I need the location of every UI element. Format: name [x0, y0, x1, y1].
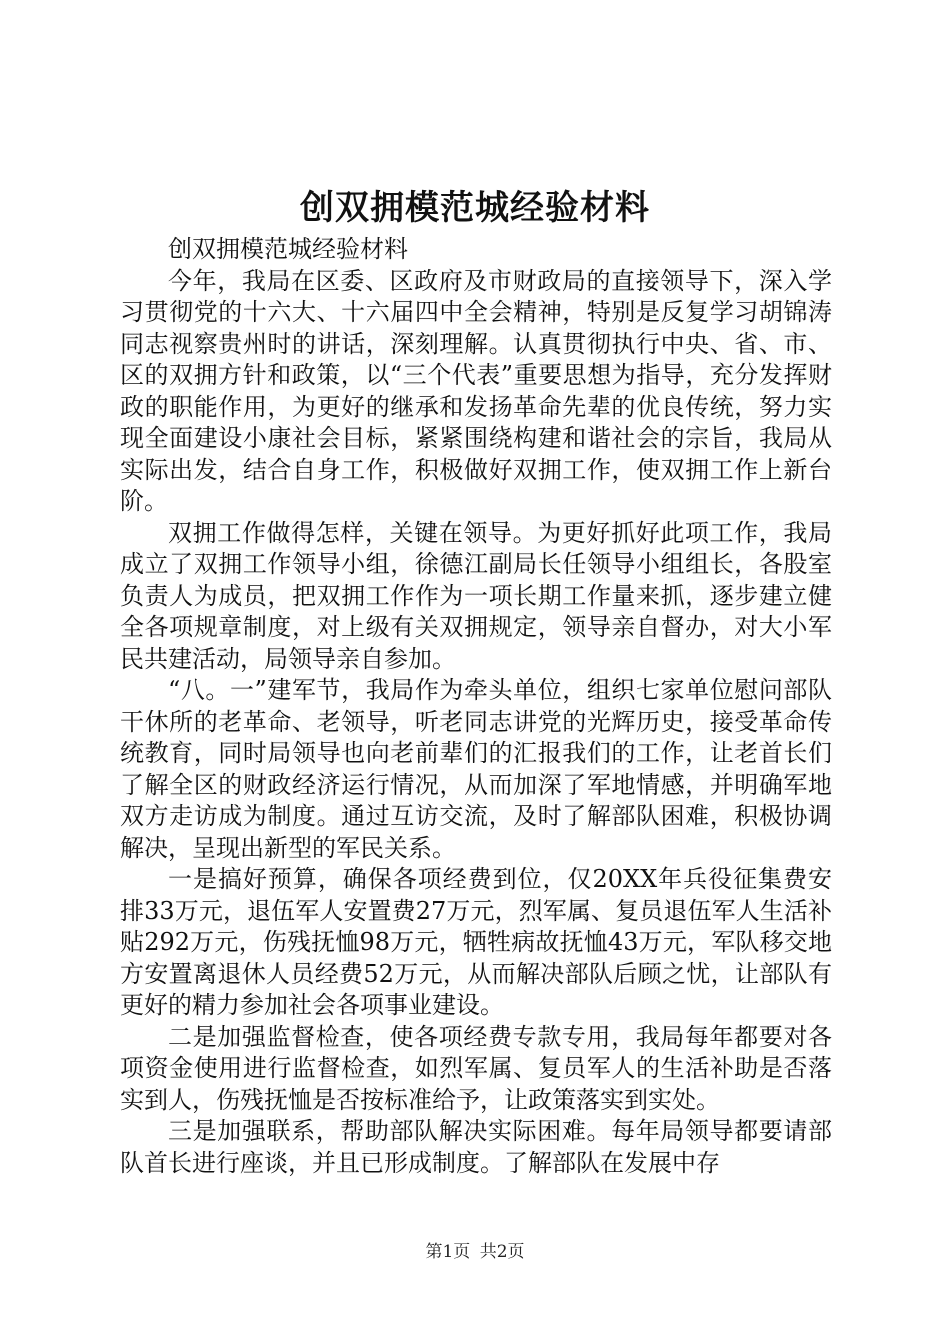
page-number-total: 共2页	[479, 1242, 525, 1262]
paragraph: 一是搞好预算，确保各项经费到位，仅20XX年兵役征集费安排33万元，退伍军人安置费27万元，烈军属、复员退伍军人生活补贴292万元，伤残抚恤98万元，牺牲病故抚恤43万元，军队移交地方安置离退休人员经费52万元，从而解决部队后顾之忧，让部队有更好的精力参加社会各项事业建设。	[120, 865, 832, 1019]
paragraph-subtitle: 创双拥模范城经验材料	[168, 235, 408, 263]
document-body	[120, 234, 832, 1179]
document-title: 创双拥模范城经验材料	[300, 188, 650, 228]
paragraph: 二是加强监督检查，使各项经费专款专用，我局每年都要对各项资金使用进行监督检查，如烈军属、复员军人的生活补助是否落实到人，伤残抚恤是否按标准给予，让政策落实到实处。	[120, 1022, 832, 1114]
paragraph: 三是加强联系，帮助部队解决实际困难。每年局领导都要请部队首长进行座谈，并且已形成制度。了解部队在发展中存	[120, 1117, 832, 1177]
page-number-current: 第1页	[425, 1242, 471, 1262]
paragraph: 双拥工作做得怎样，关键在领导。为更好抓好此项工作，我局成立了双拥工作领导小组，徐德江副局长任领导小组组长，各股室负责人为成员，把双拥工作作为一项长期工作量来抓，逐步建立健全各项规章制度，对上级有关双拥规定，领导亲自督办，对大小军民共建活动，局领导亲自参加。	[120, 518, 832, 673]
page-footer	[0, 1240, 950, 1264]
paragraph: “八。一”建军节，我局作为牵头单位，组织七家单位慰问部队干休所的老革命、老领导，听老同志讲党的光辉历史，接受革命传统教育，同时局领导也向老前辈们的汇报我们的工作，让老首长们了解全区的财政经济运行情况，从而加深了军地情感，并明确军地双方走访成为制度。通过互访交流，及时了解部队困难，积极协调解决，呈现出新型的军民关系。	[120, 676, 832, 862]
paragraph: 今年，我局在区委、区政府及市财政局的直接领导下，深入学习贯彻党的十六大、十六届四中全会精神，特别是反复学习胡锦涛同志视察贵州时的讲话，深刻理解。认真贯彻执行中央、省、市、区的双拥方针和政策，以“三个代表”重要思想为指导，充分发挥财政的职能作用，为更好的继承和发扬革命先辈的优良传统，努力实现全面建设小康社会目标，紧紧围绕构建和谐社会的宗旨，我局从实际出发，结合自身工作，积极做好双拥工作，使双拥工作上新台阶。	[120, 266, 832, 515]
